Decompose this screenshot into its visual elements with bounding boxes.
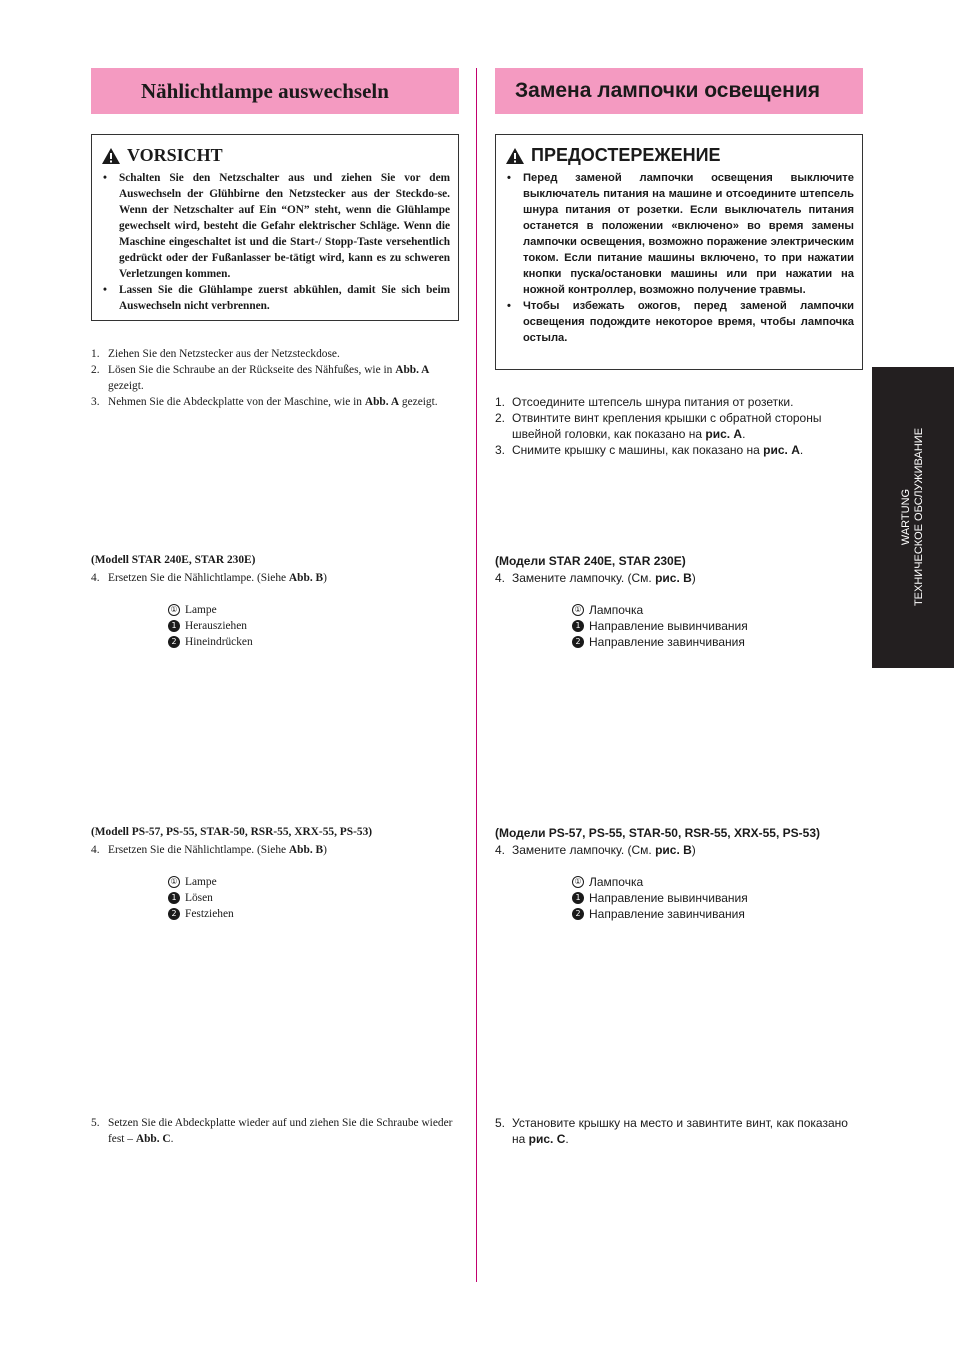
step-ru-2 bbox=[495, 410, 863, 442]
filled-number-icon: 1 bbox=[168, 892, 180, 904]
step-text-after: . bbox=[565, 1132, 569, 1146]
figure-ref: рис. C bbox=[528, 1132, 566, 1146]
model-heading-ru-1: (Модели STAR 240E, STAR 230E) bbox=[495, 554, 686, 568]
legend-label: Lösen bbox=[185, 892, 213, 904]
step-text-after: gezeigt. bbox=[399, 396, 438, 408]
model-heading-ru-2: (Модели PS-57, PS-55, STAR-50, RSR-55, XRX-55, PS-53) bbox=[495, 826, 820, 840]
legend-label: Lampe bbox=[185, 604, 217, 616]
figure-ref: рис. B bbox=[655, 843, 692, 857]
legend-label: Лампочка bbox=[589, 875, 644, 889]
figure-ref: Abb. A bbox=[395, 364, 430, 376]
warning-title-de: VORSICHT bbox=[127, 145, 223, 165]
circled-number-icon: ① bbox=[168, 876, 180, 888]
filled-number-icon: 1 bbox=[572, 892, 584, 904]
legend-item bbox=[572, 874, 748, 890]
section-side-tab bbox=[872, 367, 954, 668]
warning-header-ru bbox=[505, 145, 854, 166]
warning-item-ru-2: • Чтобы избежать ожогов, перед заменой лампочки освещения подождите некоторое время, чтобы лампочка остыла. bbox=[505, 298, 854, 346]
step-text: Lösen Sie die Schraube an der Rückseite des Nähfußes, wie in bbox=[108, 364, 396, 376]
legend-item bbox=[572, 890, 748, 906]
side-tab-line-de: WARTUNG bbox=[900, 488, 912, 546]
legend-label: Herausziehen bbox=[185, 620, 247, 632]
figure-ref: рис. A bbox=[763, 443, 800, 457]
step-text: Nehmen Sie die Abdeckplatte von der Maschine, wie in bbox=[108, 396, 365, 408]
step-text-after: gezeigt. bbox=[108, 380, 144, 392]
legend-label: Направление завинчивания bbox=[589, 635, 745, 649]
legend-item bbox=[572, 618, 748, 634]
legend-item bbox=[168, 874, 234, 890]
step-text: Отсоедините штепсель шнура питания от розетки. bbox=[512, 395, 794, 409]
step-number: 4. bbox=[495, 843, 506, 857]
filled-number-icon: 2 bbox=[168, 636, 180, 648]
warning-title-ru: ПРЕДОСТЕРЕЖЕНИЕ bbox=[531, 145, 721, 165]
parts-legend-ru-1 bbox=[572, 602, 748, 650]
parts-legend-de-2 bbox=[168, 874, 234, 922]
step-number: 4. bbox=[495, 571, 506, 585]
step-text: Ersetzen Sie die Nählichtlampe. (Siehe bbox=[108, 844, 289, 856]
parts-legend-de-1 bbox=[168, 602, 253, 650]
step-number: 3. bbox=[91, 396, 100, 408]
filled-number-icon: 1 bbox=[572, 620, 584, 632]
step-text: Setzen Sie die Abdeckplatte wieder auf und ziehen Sie die Schraube wieder fest – bbox=[108, 1117, 453, 1145]
figure-ref: Abb. B bbox=[288, 572, 324, 584]
step-number: 3. bbox=[495, 443, 506, 457]
step-text: Замените лампочку. (См. bbox=[512, 843, 656, 857]
legend-label: Направление вывинчивания bbox=[589, 619, 748, 633]
legend-item bbox=[168, 602, 253, 618]
steps-list-ru bbox=[495, 394, 863, 458]
page-title-de: Nählichtlampe auswechseln bbox=[141, 78, 389, 103]
step-number: 5. bbox=[495, 1116, 506, 1130]
warning-item-de-1: • Schalten Sie den Netzschalter aus und ziehen Sie vor dem Auswechseln der Glühbirne den Netzstecker aus der Steckdo-se. Wenn der Netzschalter auf Ein “ON” steht, wenn die Glühlampe gewechselt wird, besteht die Gefahr elektrischer Schläge. Wenn die Maschine eingeschaltet ist und die Start-/ Stopp-Taste versehentlich gedrückt oder der Fußanlasser be-tätigt wird, kann es zu schweren Verletzungen kommen. bbox=[101, 170, 450, 282]
figure-ref: рис. A bbox=[705, 427, 743, 441]
step-text-after: ) bbox=[323, 572, 327, 584]
warning-header-de bbox=[101, 145, 450, 166]
step-text: Замените лампочку. (См. bbox=[512, 571, 656, 585]
step-number: 2. bbox=[91, 364, 100, 376]
title-bar-de bbox=[91, 68, 459, 114]
step4a-ru bbox=[495, 570, 863, 586]
step-text-after: ) bbox=[691, 843, 696, 857]
parts-legend-ru-2 bbox=[572, 874, 748, 922]
figure-ref: рис. B bbox=[655, 571, 692, 585]
step-de-4a bbox=[91, 570, 459, 586]
step5-de bbox=[91, 1115, 459, 1147]
legend-label: Hineindrücken bbox=[185, 636, 253, 648]
legend-item bbox=[572, 602, 748, 618]
step-de-1 bbox=[91, 346, 459, 362]
step-ru-4a bbox=[495, 570, 863, 586]
step-text: Установите крышку на место и завинтите винт, как показано на bbox=[512, 1116, 848, 1146]
model-heading-de-2: (Modell PS-57, PS-55, STAR-50, RSR-55, XRX-55, PS-53) bbox=[91, 826, 373, 838]
step-ru-5 bbox=[495, 1115, 863, 1147]
filled-number-icon: 2 bbox=[572, 908, 584, 920]
warning-item-de-2: • Lassen Sie die Glühlampe zuerst abkühlen, damit Sie sich beim Auswechseln nicht verbrennen. bbox=[101, 282, 450, 314]
step-ru-1 bbox=[495, 394, 863, 410]
legend-item bbox=[168, 618, 253, 634]
step-text: Ziehen Sie den Netzstecker aus der Netzsteckdose. bbox=[108, 348, 340, 360]
legend-label: Lampe bbox=[185, 876, 217, 888]
step-text: Отвинтите винт крепления крышки с обратной стороны швейной головки, как показано на bbox=[512, 411, 822, 441]
figure-ref: Abb. A bbox=[364, 396, 400, 408]
legend-item bbox=[168, 890, 234, 906]
circled-number-icon: ① bbox=[572, 876, 584, 888]
side-tab-line-ru: ТЕХНИЧЕСКОЕ ОБСЛУЖИВАНИЕ bbox=[913, 427, 925, 607]
filled-number-icon: 1 bbox=[168, 620, 180, 632]
warning-box-ru bbox=[495, 134, 863, 370]
step-ru-3 bbox=[495, 442, 863, 458]
column-divider bbox=[476, 68, 477, 1282]
step-number: 1. bbox=[91, 348, 100, 360]
step-text-after: ) bbox=[691, 571, 696, 585]
warning-triangle-icon bbox=[101, 147, 121, 165]
step5-ru bbox=[495, 1115, 863, 1147]
filled-number-icon: 2 bbox=[168, 908, 180, 920]
step-number: 5. bbox=[91, 1117, 100, 1129]
circled-number-icon: ① bbox=[572, 604, 584, 616]
step-ru-4b bbox=[495, 842, 863, 858]
legend-label: Лампочка bbox=[589, 603, 644, 617]
step-number: 4. bbox=[91, 572, 100, 584]
step-de-2 bbox=[91, 362, 459, 394]
legend-label: Направление вывинчивания bbox=[589, 891, 748, 905]
circled-number-icon: ① bbox=[168, 604, 180, 616]
step-number: 2. bbox=[495, 411, 506, 425]
figure-ref: Abb. B bbox=[288, 844, 324, 856]
step-de-3 bbox=[91, 394, 459, 410]
legend-item bbox=[572, 634, 748, 650]
legend-item bbox=[168, 906, 234, 922]
step-number: 4. bbox=[91, 844, 100, 856]
legend-item bbox=[168, 634, 253, 650]
step-de-5 bbox=[91, 1115, 459, 1147]
warning-list-de bbox=[101, 170, 450, 314]
legend-label: Festziehen bbox=[185, 908, 234, 920]
step-de-4b bbox=[91, 842, 459, 858]
step4b-ru bbox=[495, 842, 863, 858]
legend-item bbox=[572, 906, 748, 922]
warning-triangle-icon bbox=[505, 147, 525, 165]
warning-list-ru bbox=[505, 170, 854, 346]
steps-list-de bbox=[91, 346, 459, 410]
side-tab-label bbox=[900, 428, 926, 606]
page-title-ru: Замена лампочки освещения bbox=[515, 79, 821, 102]
step-text-after: ) bbox=[323, 844, 327, 856]
title-bar-ru bbox=[495, 68, 863, 114]
step4b-de bbox=[91, 842, 459, 858]
warning-box-de bbox=[91, 134, 459, 321]
step-text-after: . bbox=[742, 427, 746, 441]
step-text-after: . bbox=[799, 443, 804, 457]
legend-label: Направление завинчивания bbox=[589, 907, 745, 921]
figure-ref: Abb. C bbox=[135, 1133, 171, 1145]
filled-number-icon: 2 bbox=[572, 636, 584, 648]
model-heading-de-1: (Modell STAR 240E, STAR 230E) bbox=[91, 554, 256, 566]
step-text: Снимите крышку с машины, как показано на bbox=[512, 443, 764, 457]
step-text-after: . bbox=[170, 1133, 174, 1145]
warning-item-ru-1: • Перед заменой лампочки освещения выключите выключатель питания на машине и отсоедините штепсель шнура питания от розетки. Если выключатель питания останется в положении «включено» во время замены лампочки освещения, возможно поражение электрическим током. Если питание машины включено, то при нажатии кнопки пуска/остановки машины или при нажатии на ножной контроллер, возможно получение травмы. bbox=[505, 170, 854, 298]
step-text: Ersetzen Sie die Nählichtlampe. (Siehe bbox=[108, 572, 289, 584]
step-number: 1. bbox=[495, 395, 506, 409]
step4a-de bbox=[91, 570, 459, 586]
